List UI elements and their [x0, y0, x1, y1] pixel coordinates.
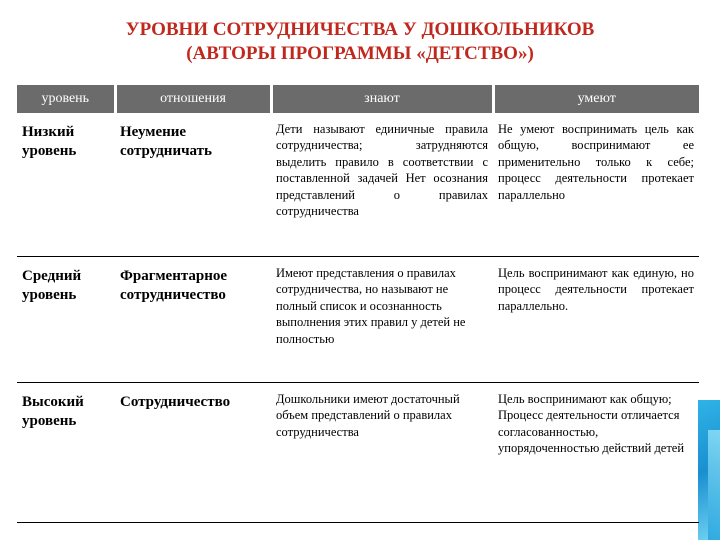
title-line-2: (АВТОРЫ ПРОГРАММЫ «ДЕТСТВО»): [186, 43, 534, 64]
header-can: умеют: [493, 85, 699, 113]
cell-can: Не умеют воспринимать цель как общую, воспринимают ее применительно только к себе; процесс деятельности протекает параллельно: [493, 113, 699, 257]
cell-level: Низкий уровень: [17, 113, 115, 257]
header-relation: отношения: [115, 85, 271, 113]
cell-relation: Сотрудничество: [115, 383, 271, 523]
table-header-row: [17, 85, 699, 113]
cell-level: Высокий уровень: [17, 383, 115, 523]
slide-title: [0, 18, 720, 66]
cell-know: Дошкольники имеют достаточный объем представлений о правилах сотрудничества: [271, 383, 493, 523]
cell-know: Имеют представления о правилах сотрудничества, но называют не полный список и осознанность выполнения этих правил у детей не полностью: [271, 257, 493, 383]
cell-know: Дети называют единичные правила сотрудничества; затрудняются выделить правило в соответствии с поставленной задачей Нет осознания представлений о правилах сотрудничества: [271, 113, 493, 257]
decorative-corner-stripe-inner: [708, 430, 720, 540]
table-row: [17, 113, 699, 257]
cell-relation: Фрагментарное сотрудничество: [115, 257, 271, 383]
table-row: [17, 383, 699, 523]
cell-level: Средний уровень: [17, 257, 115, 383]
cooperation-levels-table: [17, 85, 699, 523]
cell-relation: Неумение сотрудничать: [115, 113, 271, 257]
cell-can: Цель воспринимают как единую, но процесс деятельности протекает параллельно.: [493, 257, 699, 383]
header-know: знают: [271, 85, 493, 113]
title-line-1: УРОВНИ СОТРУДНИЧЕСТВА У ДОШКОЛЬНИКОВ: [125, 19, 595, 40]
cell-can: Цель воспринимают как общую; Процесс деятельности отличается согласованностью, упорядоченностью действий детей: [493, 383, 699, 523]
header-level: уровень: [17, 85, 115, 113]
table-row: [17, 257, 699, 383]
